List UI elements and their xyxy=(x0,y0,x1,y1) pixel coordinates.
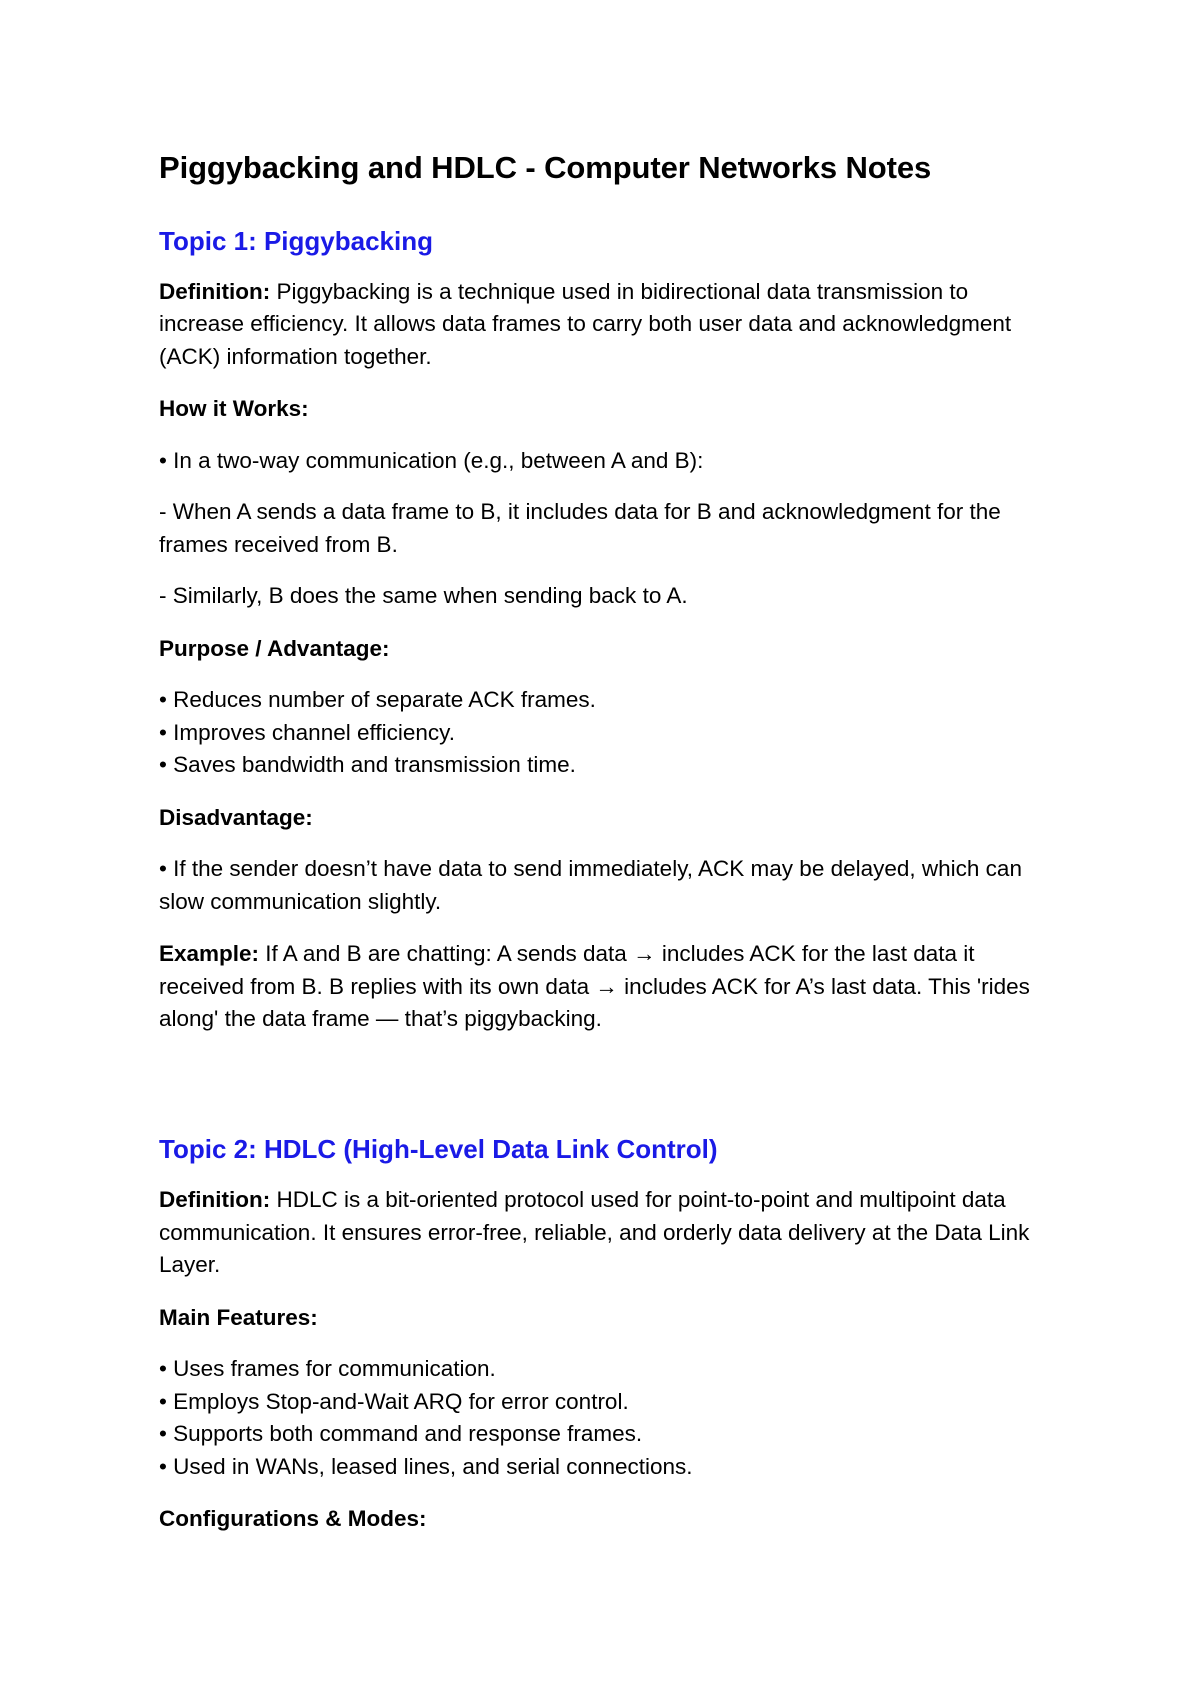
configurations-heading: Configurations & Modes: xyxy=(159,1506,427,1532)
topic-2-definition xyxy=(159,1184,1059,1282)
features-list xyxy=(159,1353,1059,1483)
list-item: • Saves bandwidth and transmission time. xyxy=(159,752,576,778)
how-item: - Similarly, B does the same when sending back to A. xyxy=(159,583,688,609)
list-item: • Employs Stop-and-Wait ARQ for error control. xyxy=(159,1388,629,1414)
list-item: • Uses frames for communication. xyxy=(159,1356,496,1382)
definition-label: Definition: xyxy=(159,278,271,304)
example-label: Example: xyxy=(159,941,260,967)
list-item: • Supports both command and response frames. xyxy=(159,1421,643,1447)
definition-text: HDLC is a bit-oriented protocol used for point-to-point and multipoint data communication. It ensures error-free, reliable, and orderly data delivery at the Data Link Layer. xyxy=(159,1187,1030,1278)
how-item: - When A sends a data frame to B, it includes data for B and acknowledgment for the frames received from B. xyxy=(159,499,1001,557)
list-item: • Improves channel efficiency. xyxy=(159,719,455,745)
how-item: • In a two-way communication (e.g., between A and B): xyxy=(159,447,704,473)
list-item: • Reduces number of separate ACK frames. xyxy=(159,687,596,713)
purpose-heading: Purpose / Advantage: xyxy=(159,635,390,661)
topic-1-heading: Topic 1: Piggybacking xyxy=(159,225,434,256)
disadvantage-heading: Disadvantage: xyxy=(159,804,313,830)
how-it-works-heading: How it Works: xyxy=(159,396,309,422)
main-features-heading: Main Features: xyxy=(159,1304,318,1330)
topic-2-heading: Topic 2: HDLC (High-Level Data Link Control) xyxy=(159,1133,718,1164)
topic-1-definition xyxy=(159,276,1059,374)
example-text: If A and B are chatting: A sends data → includes ACK for the last data it received from B. B replies with its own data → includes ACK for A’s last data. This 'rides along' the data frame — that’s piggybacking. xyxy=(159,941,1030,1032)
definition-text: Piggybacking is a technique used in bidirectional data transmission to increase efficiency. It allows data frames to carry both user data and acknowledgment (ACK) information together. xyxy=(159,278,1012,369)
list-item: • Used in WANs, leased lines, and serial connections. xyxy=(159,1453,693,1479)
definition-label: Definition: xyxy=(159,1187,271,1213)
example-paragraph xyxy=(159,938,1059,1036)
document-body xyxy=(159,150,1059,1536)
disadvantage-text: • If the sender doesn’t have data to send immediately, ACK may be delayed, which can slow communication slightly. xyxy=(159,856,1022,914)
document-title: Piggybacking and HDLC - Computer Networks Notes xyxy=(159,150,932,185)
purpose-list xyxy=(159,684,1059,782)
